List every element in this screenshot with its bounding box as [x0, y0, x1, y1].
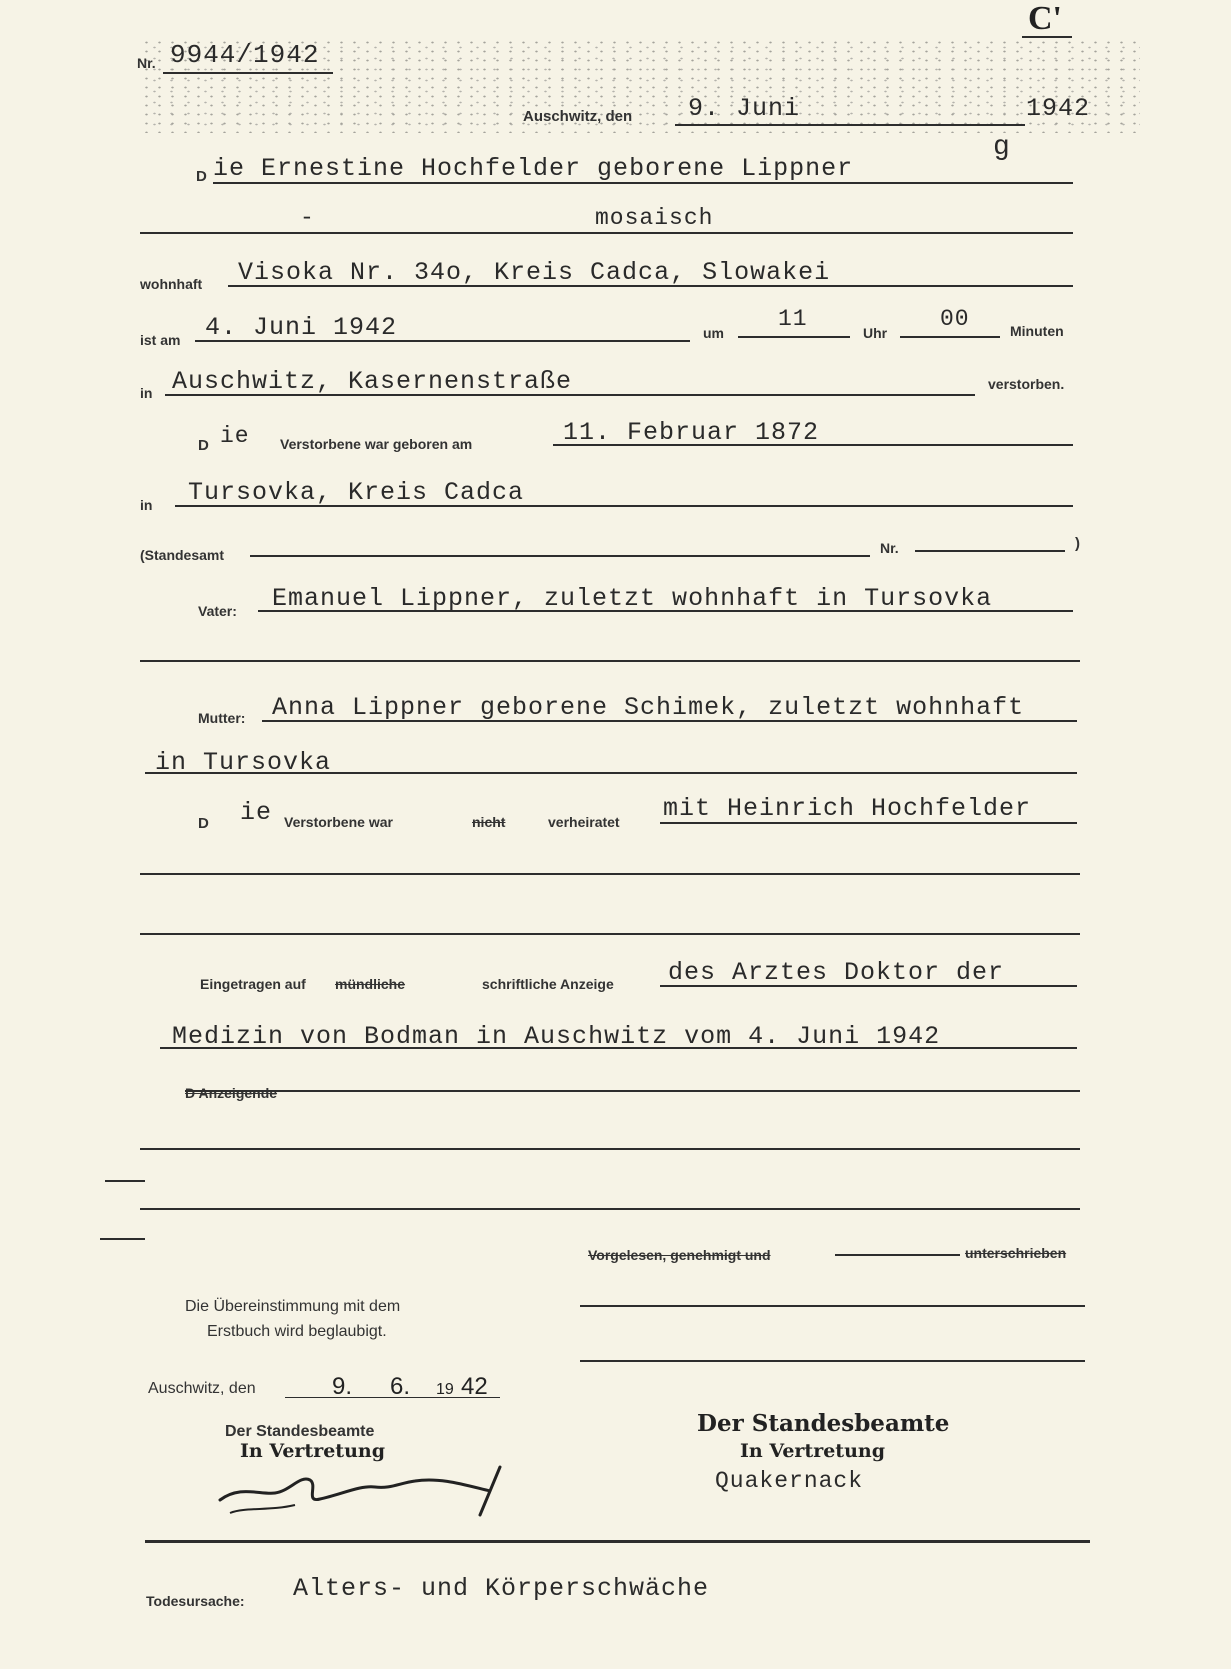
death-minutes: 00 — [940, 306, 970, 332]
vorgelesen-line — [835, 1254, 960, 1256]
cert-year-prefix: 19 — [436, 1381, 454, 1398]
residence-value: Visoka Nr. 34o, Kreis Cadca, Slowakei — [238, 258, 831, 287]
standesamt-close: ) — [1075, 535, 1080, 552]
person-prefix: D — [196, 168, 207, 185]
birth-date-line — [553, 444, 1073, 446]
nr-label: Nr. — [137, 55, 156, 71]
cert-month: 6. — [390, 1373, 411, 1400]
registration-line-4 — [140, 1148, 1080, 1150]
registration-label: Eingetragen auf — [200, 976, 306, 992]
vorgelesen-struck: Vorgelesen, genehmigt und — [588, 1247, 771, 1263]
mother-line — [262, 720, 1077, 722]
residence-label: wohnhaft — [140, 276, 203, 292]
left-standesbeamte: Der Standesbeamte — [225, 1423, 375, 1440]
religion-value: mosaisch — [595, 205, 714, 231]
header-place-date-label: Auschwitz, den — [523, 108, 633, 125]
registration-line-3 — [185, 1090, 1080, 1092]
cert-year-suffix: 42 — [461, 1373, 488, 1400]
standesamt-nr-line — [915, 550, 1065, 552]
cause-value: Alters- und Körperschwäche — [293, 1574, 710, 1603]
marriage-label-before: Verstorbene war — [284, 814, 393, 830]
death-place-line — [165, 394, 975, 396]
father-line-2 — [140, 660, 1080, 662]
verstorben-label: verstorben. — [988, 376, 1065, 392]
certify-line-1: Die Übereinstimmung mit dem — [185, 1298, 401, 1315]
corner-mark: C' — [1028, 0, 1062, 37]
death-minutes-line — [900, 336, 1000, 338]
birth-prefix: D — [198, 437, 209, 454]
right-standesbeamte: Der Standesbeamte — [697, 1410, 950, 1437]
death-hour-line — [738, 336, 850, 338]
header-date-line — [675, 124, 1025, 126]
person-name: ie Ernestine Hochfelder geborene Lippner — [213, 154, 854, 183]
cert-place-date-label: Auschwitz, den — [148, 1380, 256, 1397]
registration-line-5 — [140, 1208, 1080, 1210]
registration-value-line2: Medizin von Bodman in Auschwitz vom 4. Juni 1942 — [172, 1022, 941, 1051]
right-signatory-name: Quakernack — [715, 1468, 864, 1494]
signature-field-line-2 — [580, 1360, 1085, 1362]
standesamt-nr-label: Nr. — [880, 540, 899, 556]
birth-place-label: in — [140, 497, 153, 513]
death-date-label: ist am — [140, 332, 181, 348]
mother-label: Mutter: — [198, 710, 246, 726]
cert-day: 9. — [332, 1373, 353, 1400]
marriage-label-after: verheiratet — [548, 814, 620, 830]
margin-dash-2 — [100, 1238, 145, 1240]
registration-line — [660, 985, 1077, 987]
birth-suffix: ie — [220, 423, 250, 449]
header-year: 1942 — [1026, 94, 1091, 123]
registration-struck-muendlich: mündliche — [335, 976, 406, 992]
corner-underline — [1022, 36, 1072, 38]
header-date: 9. Juni — [688, 94, 801, 123]
signature-field-line-1 — [580, 1305, 1085, 1307]
birth-label: Verstorbene war geboren am — [280, 436, 473, 452]
registration-line-2 — [160, 1047, 1077, 1049]
marriage-line-3 — [140, 933, 1080, 935]
margin-dash-1 — [105, 1180, 145, 1182]
left-vertretung: In Vertretung — [240, 1440, 385, 1462]
header-stamp-mark: g — [993, 132, 1011, 163]
nr-underline — [163, 72, 333, 74]
certificate-number: 9944/1942 — [170, 40, 320, 70]
marriage-line — [660, 822, 1077, 824]
cause-label: Todesursache: — [146, 1593, 245, 1609]
father-line — [258, 610, 1073, 612]
death-date-line — [195, 340, 690, 342]
certify-line-2: Erstbuch wird beglaubigt. — [207, 1323, 387, 1340]
birth-place-line — [175, 505, 1073, 507]
registration-value-line1: des Arztes Doktor der — [668, 958, 1005, 987]
right-vertretung: In Vertretung — [740, 1440, 885, 1462]
death-place: Auschwitz, Kasernenstraße — [172, 367, 573, 396]
death-hour: 11 — [778, 306, 808, 332]
birth-date: 11. Februar 1872 — [563, 418, 820, 447]
registration-struck-anzeigende: D Anzeigende — [185, 1085, 278, 1101]
person-name-line — [213, 182, 1073, 184]
death-place-label: in — [140, 385, 153, 401]
standesamt-label: (Standesamt — [140, 547, 225, 563]
cert-date-line — [285, 1397, 500, 1398]
birth-place: Tursovka, Kreis Cadca — [188, 478, 525, 507]
standesamt-line — [250, 555, 870, 557]
death-minuten-label: Minuten — [1010, 323, 1064, 339]
marriage-struck-nicht: nicht — [472, 814, 506, 830]
death-uhr-label: Uhr — [863, 325, 888, 341]
mother-line-2 — [145, 772, 1077, 774]
marriage-line-2 — [140, 873, 1080, 875]
religion-line — [140, 232, 1073, 234]
father-value: Emanuel Lippner, zuletzt wohnhaft in Tursovka — [272, 584, 993, 613]
death-date: 4. Juni 1942 — [205, 313, 398, 342]
marriage-prefix: D — [198, 815, 209, 832]
mother-value-line2: in Tursovka — [155, 748, 332, 777]
bottom-rule — [145, 1540, 1090, 1543]
person-dash: - — [300, 205, 315, 231]
unterschrieben-struck: unterschrieben — [965, 1245, 1067, 1261]
marriage-suffix: ie — [240, 798, 273, 827]
handwritten-signature — [200, 1455, 540, 1525]
registration-schriftlich: schriftliche Anzeige — [482, 976, 614, 992]
residence-line — [228, 285, 1073, 287]
marriage-value: mit Heinrich Hochfelder — [663, 794, 1032, 823]
mother-value-line1: Anna Lippner geborene Schimek, zuletzt wohnhaft — [272, 693, 1025, 722]
death-um-label: um — [703, 325, 724, 341]
father-label: Vater: — [198, 603, 237, 619]
